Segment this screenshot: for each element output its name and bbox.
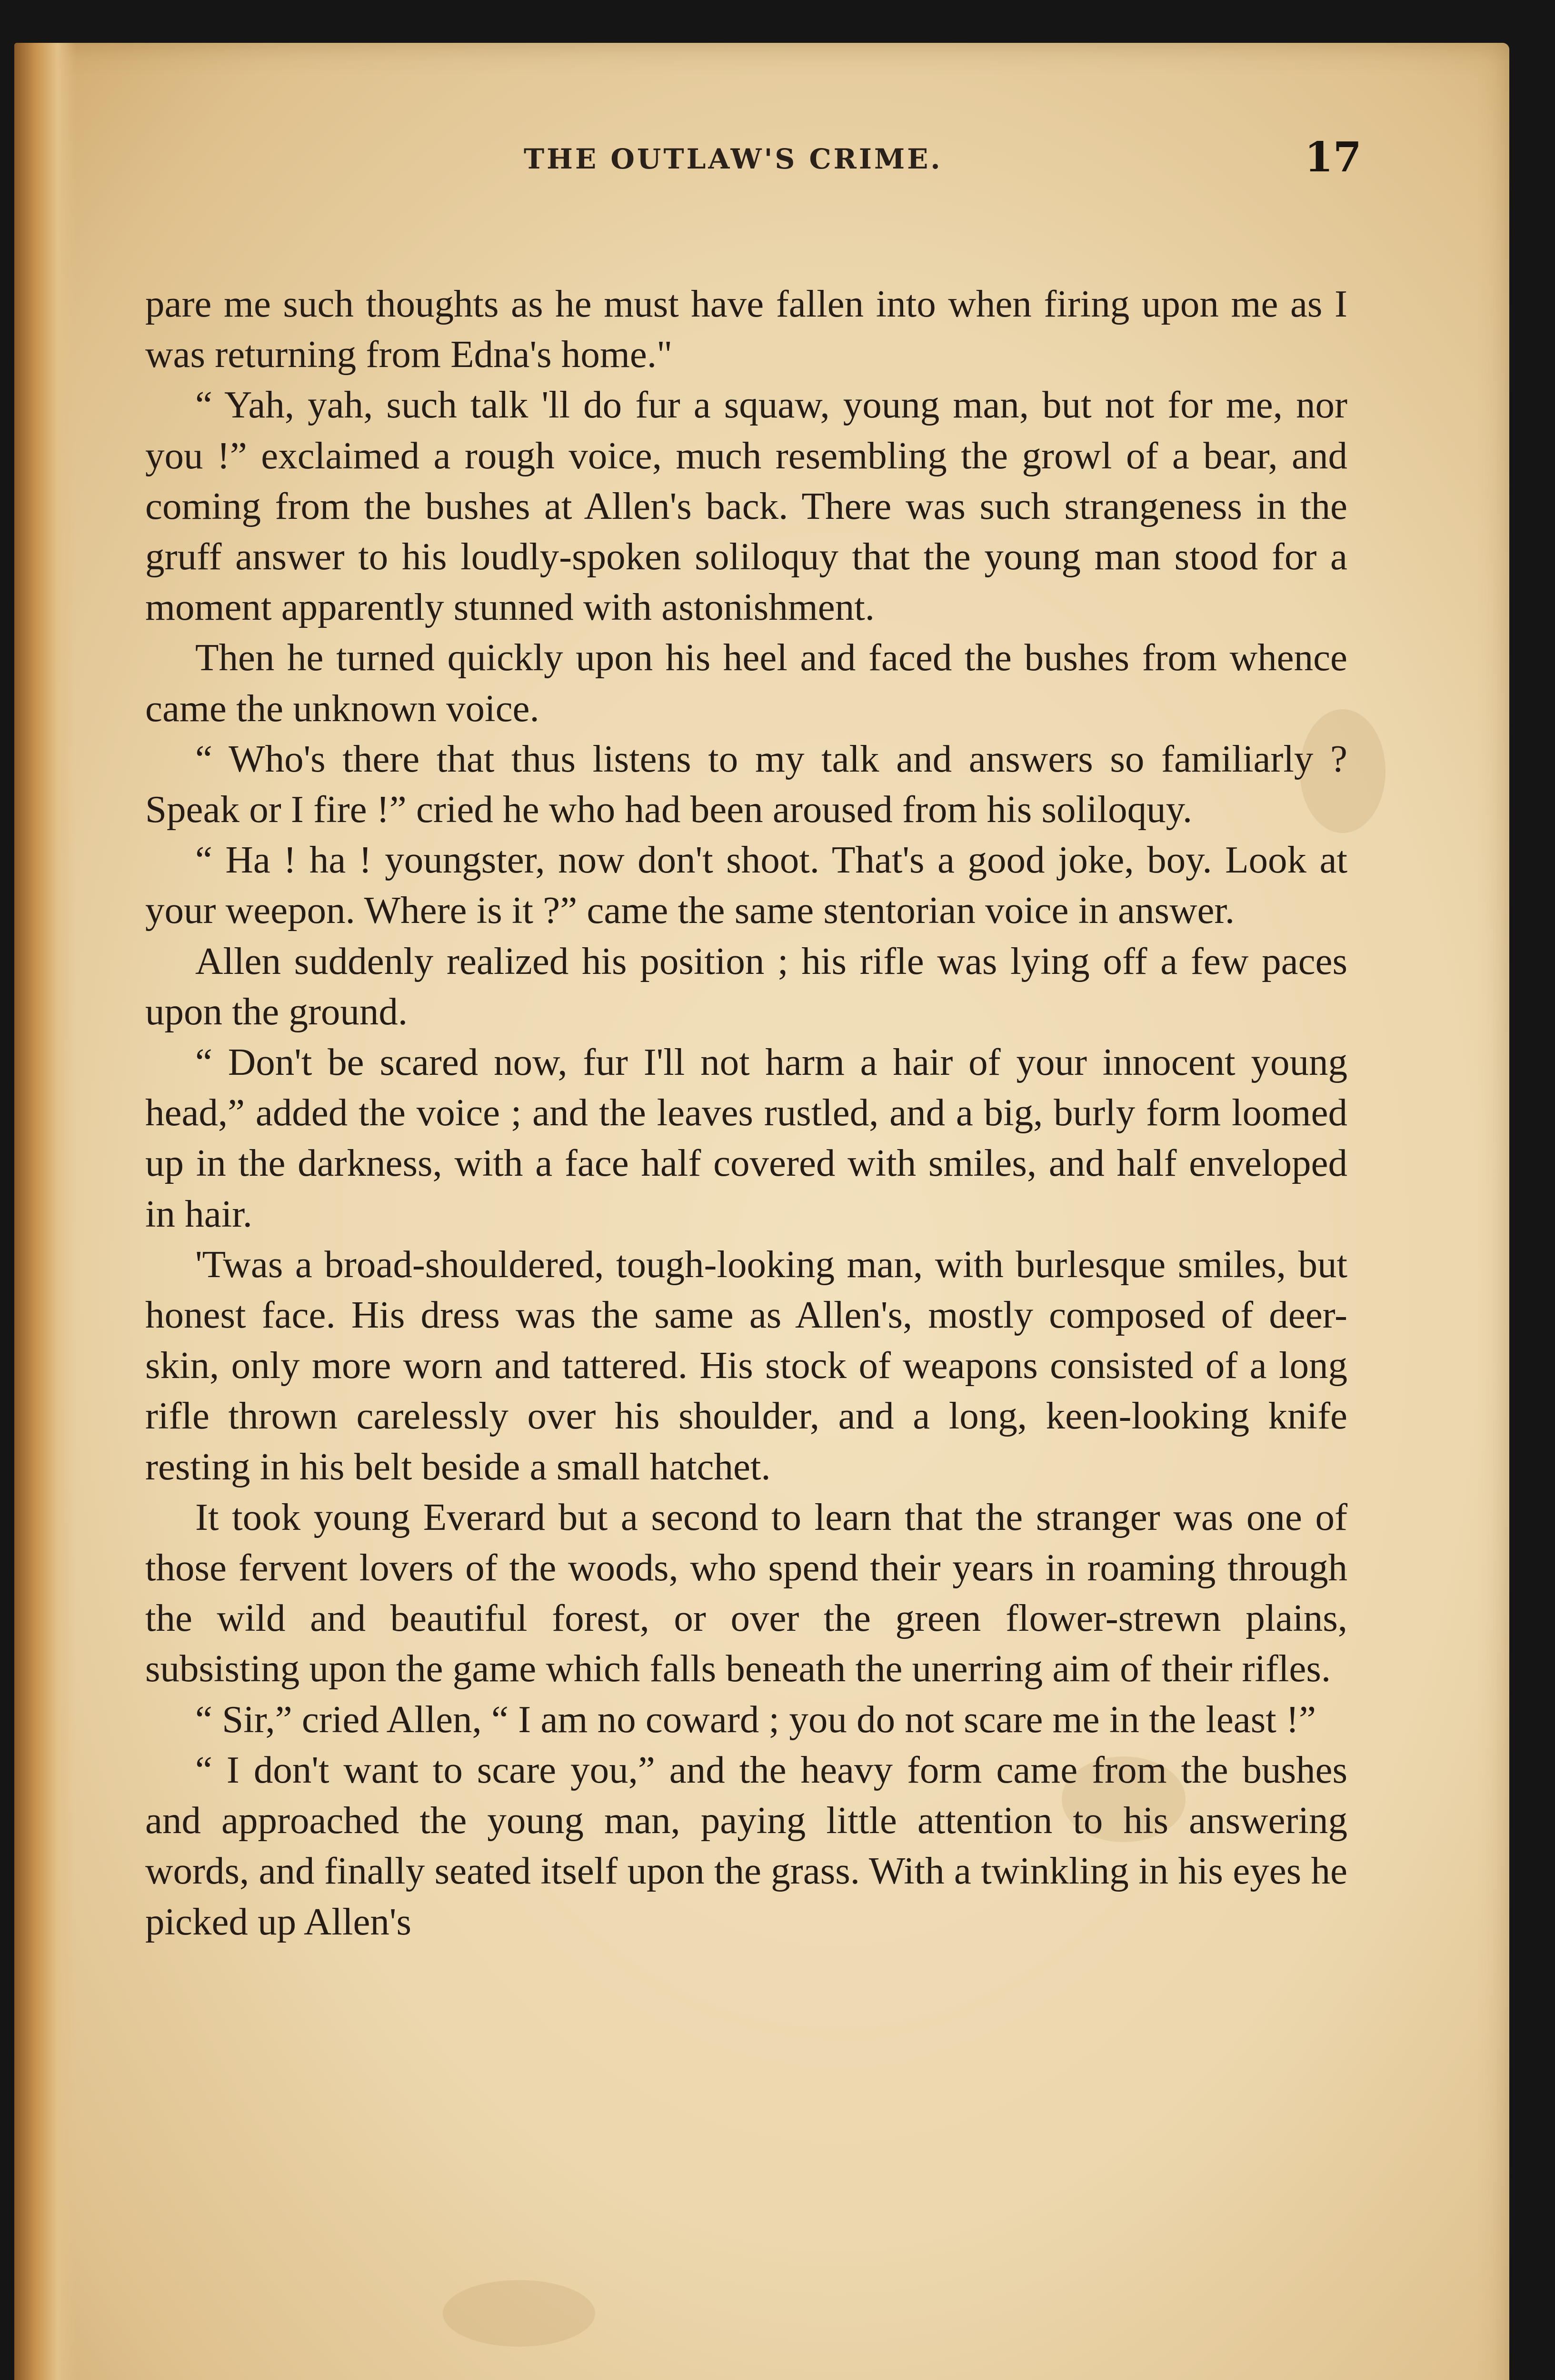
paragraph: “ Sir,” cried Allen, “ I am no coward ; you do not scare me in the least !” — [195, 1697, 1316, 1741]
paragraph: Then he turned quickly upon his heel and faced the bushes from whence came the unknown voice. — [145, 636, 1347, 730]
paragraph: “ Ha ! ha ! youngster, now don't shoot. That's a good joke, boy. Look at your weepon. Where is it ?” came the same stentorian voice in answer. — [145, 838, 1347, 932]
paragraph: “ I don't want to scare you,” and the heavy form came from the bushes and approached the young man, paying little attention to his answering words, and finally seated itself upon the grass. With a twinkling in his eyes he picked up Allen's — [145, 1748, 1347, 1943]
paragraph: 'Twas a broad-shouldered, tough-looking man, with burlesque smiles, but honest face. His dress was the same as Allen's, mostly composed of deer-skin, only more worn and tattered. His stock of weapons consisted of a long rifle thrown carelessly over his shoulder, and a long, keen-looking knife resting in his belt beside a small hatchet. — [145, 1242, 1347, 1488]
body-text — [145, 278, 1347, 1947]
running-title: THE OUTLAW'S CRIME. — [524, 143, 943, 175]
paragraph: Allen suddenly realized his position ; his rifle was lying off a few paces upon the ground. — [145, 939, 1347, 1033]
paper-stain — [443, 2280, 595, 2347]
paragraph: “ Yah, yah, such talk 'll do fur a squaw, young man, but not for me, nor you !” exclaimed a rough voice, much resembling the growl of a bear, and coming from the bushes at Allen's back. There was such strangeness in the gruff answer to his loudly-spoken soliloquy that the young man stood for a moment apparently stunned with astonishment. — [145, 383, 1347, 629]
paragraph: “ Don't be scared now, fur I'll not harm a hair of your innocent young head,” added the voice ; and the leaves rustled, and a big, burly form loomed up in the darkness, with a face half covered with smiles, and half enveloped in hair. — [145, 1041, 1347, 1235]
page-spine-edge — [14, 43, 76, 2380]
page-number: 17 — [1305, 133, 1362, 181]
paragraph: “ Who's there that thus listens to my talk and answers so familiarly ? Speak or I fire !” cried he who had been aroused from his soliloquy. — [145, 737, 1347, 831]
paragraph: pare me such thoughts as he must have fallen into when firing upon me as I was returning from Edna's home." — [145, 282, 1347, 376]
paragraph: It took young Everard but a second to learn that the stranger was one of those fervent lovers of the woods, who spend their years in roaming through the wild and beautiful forest, or over the green flower-strewn plains, subsisting upon the game which falls beneath the unerring aim of their rifles. — [145, 1495, 1347, 1690]
